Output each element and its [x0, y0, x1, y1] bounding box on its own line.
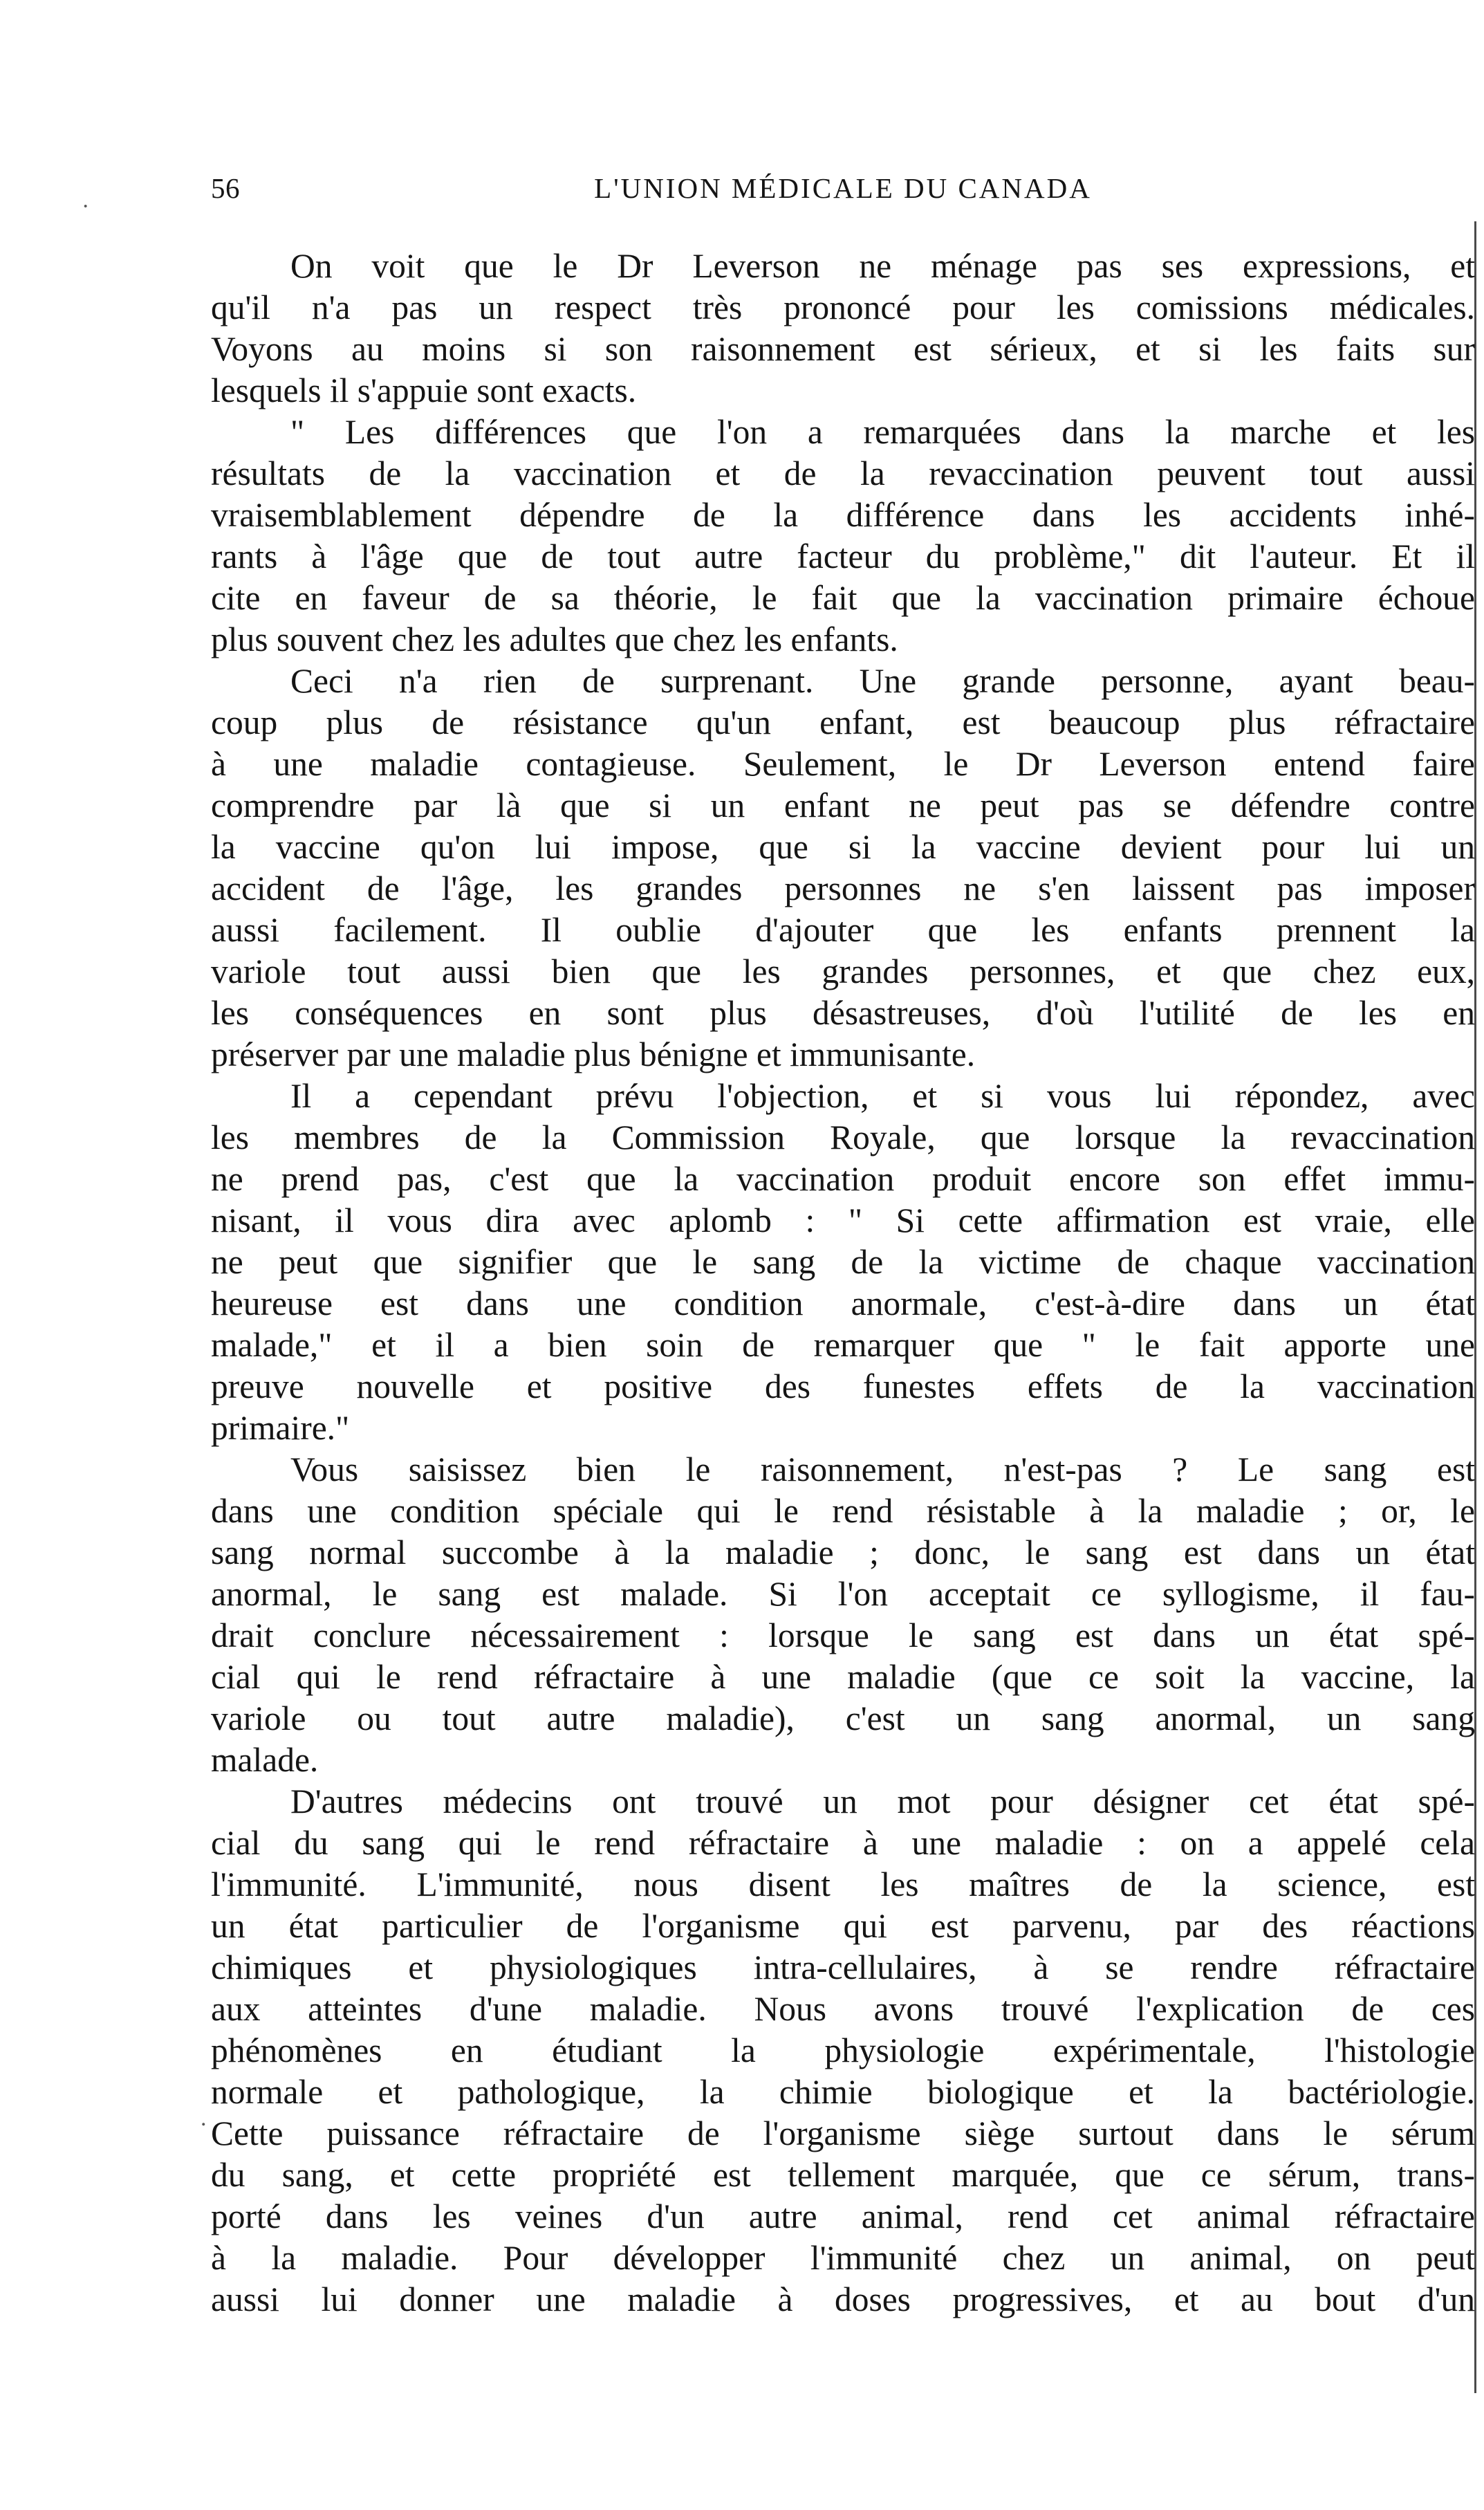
text-line: dans une condition spéciale qui le rend résistable à la maladie ; or, le [211, 1492, 1475, 1530]
text-line: Vous saisissez bien le raisonnement, n'est-pas ? Le sang est [290, 1450, 1475, 1488]
text-line: comprendre par là que si un enfant ne peut pas se défendre contre [211, 786, 1475, 824]
text-line: aussi facilement. Il oublie d'ajouter que les enfants prennent la [211, 911, 1475, 949]
text-line: porté dans les veines d'un autre animal, rend cet animal réfractaire [211, 2197, 1475, 2235]
text-line: l'immunité. L'immunité, nous disent les maîtres de la science, est [211, 1865, 1475, 1903]
text-line: Il a cependant prévu l'objection, et si vous lui répondez, avec [290, 1077, 1475, 1115]
text-line: Ceci n'a rien de surprenant. Une grande personne, ayant beau- [290, 662, 1475, 700]
text-line: ne prend pas, c'est que la vaccination produit encore son effet immu- [211, 1160, 1475, 1198]
text-line: rants à l'âge que de tout autre facteur du problème," dit l'auteur. Et il [211, 537, 1475, 575]
text-line: On voit que le Dr Leverson ne ménage pas ses expressions, et [290, 247, 1475, 285]
text-line: qu'il n'a pas un respect très prononcé pour les comissions médicales. [211, 288, 1475, 326]
text-line: " Les différences que l'on a remarquées dans la marche et les [290, 413, 1475, 451]
text-line: nisant, il vous dira avec aplomb : " Si cette affirmation est vraie, elle [211, 1201, 1475, 1239]
text-line: ne peut que signifier que le sang de la victime de chaque vaccination [211, 1243, 1475, 1281]
text-line: préserver par une maladie plus bénigne et immunisante. [211, 1035, 976, 1073]
text-line: un état particulier de l'organisme qui est parvenu, par des réactions [211, 1907, 1475, 1945]
text-line: Voyons au moins si son raisonnement est sérieux, et si les faits sur [211, 330, 1475, 368]
text-line: variole tout aussi bien que les grandes personnes, et que chez eux, [211, 952, 1475, 990]
text-line: à la maladie. Pour développer l'immunité chez un animal, on peut [211, 2239, 1475, 2277]
text-line: variole ou tout autre maladie), c'est un sang anormal, un sang [211, 1699, 1475, 1737]
text-line: drait conclure nécessairement : lorsque le sang est dans un état spé- [211, 1616, 1475, 1654]
text-line: aussi lui donner une maladie à doses progressives, et au bout d'un [211, 2280, 1475, 2318]
text-line: résultats de la vaccination et de la revaccination peuvent tout aussi [211, 454, 1475, 492]
text-line: accident de l'âge, les grandes personnes ne s'en laissent pas imposer [211, 869, 1475, 907]
text-line: preuve nouvelle et positive des funestes effets de la vaccination [211, 1367, 1475, 1405]
text-line: phénomènes en étudiant la physiologie expérimentale, l'histologie [211, 2031, 1475, 2069]
text-line: malade. [211, 1741, 319, 1779]
text-line: aux atteintes d'une maladie. Nous avons trouvé l'explication de ces [211, 1990, 1475, 2028]
text-line: Cette puissance réfractaire de l'organisme siège surtout dans le sérum [211, 2114, 1475, 2152]
margin-mark: . [201, 2105, 207, 2131]
text-line: les conséquences en sont plus désastreuses, d'où l'utilité de les en [211, 994, 1475, 1032]
text-line: la vaccine qu'on lui impose, que si la vaccine devient pour lui un [211, 828, 1475, 866]
text-line: cial qui le rend réfractaire à une maladie (que ce soit la vaccine, la [211, 1658, 1475, 1696]
text-line: normale et pathologique, la chimie biologique et la bactériologie. [211, 2073, 1475, 2111]
text-line: chimiques et physiologiques intra-cellulaires, à se rendre réfractaire [211, 1948, 1475, 1986]
text-line: vraisemblablement dépendre de la différence dans les accidents inhé- [211, 496, 1475, 534]
page-number: 56 [211, 172, 240, 204]
running-title: L'UNION MÉDICALE DU CANADA [594, 172, 1092, 204]
text-line: cial du sang qui le rend réfractaire à une maladie : on a appelé cela [211, 1824, 1475, 1862]
text-line: lesquels il s'appuie sont exacts. [211, 371, 637, 409]
text-line: à une maladie contagieuse. Seulement, le Dr Leverson entend faire [211, 745, 1475, 783]
running-header [211, 172, 1475, 213]
text-line: du sang, et cette propriété est tellement marquée, que ce sérum, trans- [211, 2156, 1475, 2194]
text-line: sang normal succombe à la maladie ; donc, le sang est dans un état [211, 1533, 1475, 1571]
text-line: primaire." [211, 1409, 350, 1447]
text-line: cite en faveur de sa théorie, le fait que la vaccination primaire échoue [211, 579, 1475, 617]
text-line: anormal, le sang est malade. Si l'on acceptait ce syllogisme, il fau- [211, 1575, 1475, 1613]
text-line: D'autres médecins ont trouvé un mot pour désigner cet état spé- [290, 1782, 1475, 1820]
margin-mark: · [82, 194, 90, 219]
text-line: malade," et il a bien soin de remarquer que " le fait apporte une [211, 1326, 1475, 1364]
text-line: plus souvent chez les adultes que chez les enfants. [211, 620, 898, 658]
text-line: heureuse est dans une condition anormale, c'est-à-dire dans un état [211, 1284, 1475, 1322]
text-line: les membres de la Commission Royale, que lorsque la revaccination [211, 1118, 1475, 1156]
text-line: coup plus de résistance qu'un enfant, est beaucoup plus réfractaire [211, 703, 1475, 741]
